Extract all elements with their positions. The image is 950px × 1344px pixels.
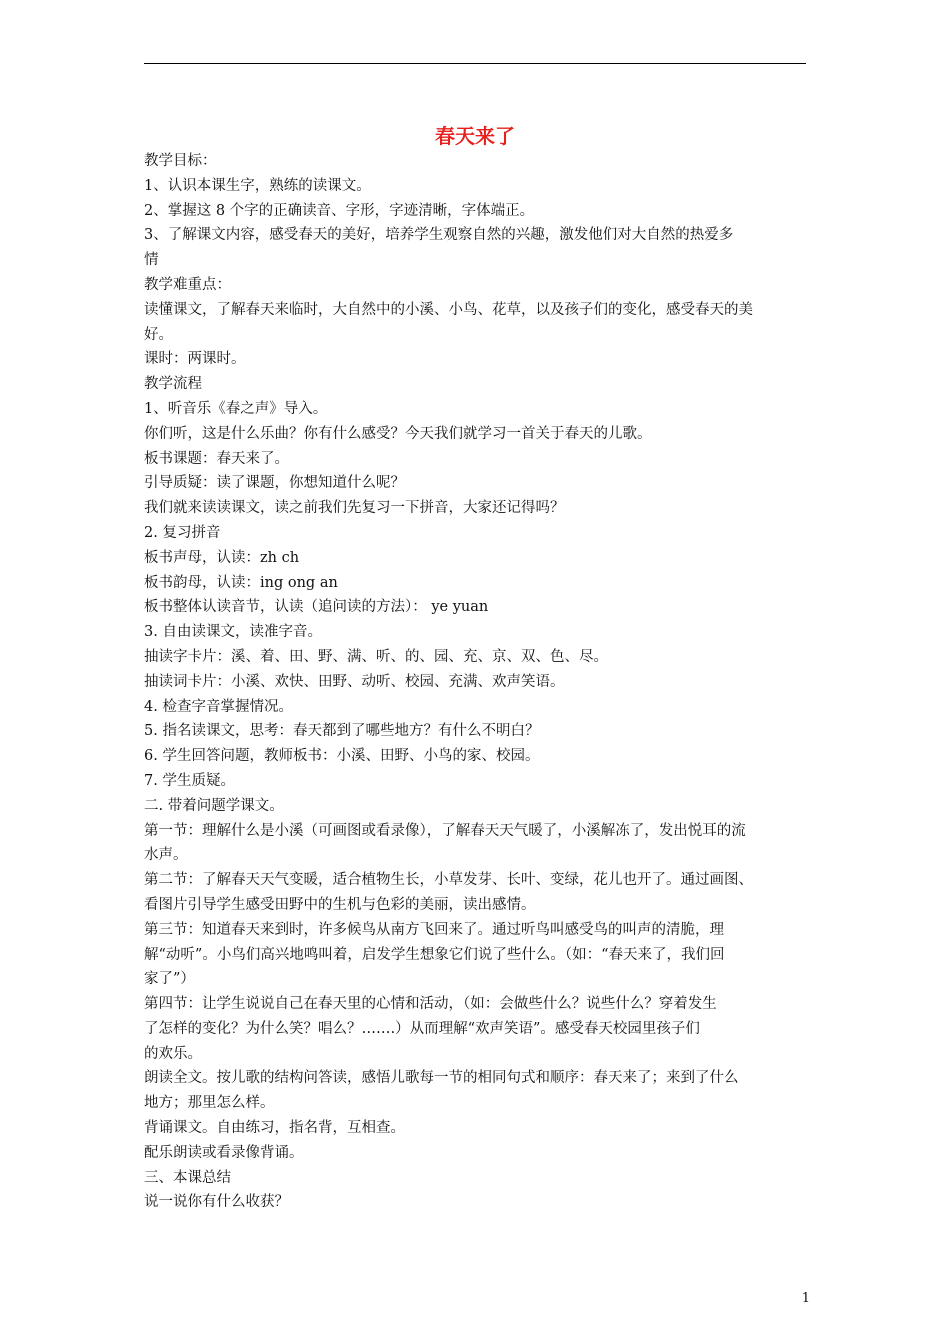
body-line: 的欢乐。: [144, 1045, 202, 1062]
body-line: 2. 复习拼音: [144, 524, 221, 541]
body-line: 3. 自由读课文，读准字音。: [144, 624, 322, 641]
body-line: 教学流程: [144, 376, 202, 393]
body-line: 读懂课文，了解春天来临时，大自然中的小溪、小鸟、花草，以及孩子们的变化，感受春天的美: [144, 301, 753, 318]
body-line: 家了”）: [144, 971, 195, 988]
body-line: 第三节：知道春天来到时，许多候鸟从南方飞回来了。通过听鸟叫感受鸟的叫声的清脆，理: [144, 921, 724, 938]
body-line: 板书整体认读音节，认读（追问读的方法）： ye yuan: [144, 599, 489, 616]
body-line: 二. 带着问题学课文。: [144, 797, 284, 814]
document-title: 春天来了: [435, 124, 515, 148]
body-line: 解“动听”。小鸟们高兴地鸣叫着，启发学生想象它们说了些什么。（如：“春天来了，我们回: [144, 946, 725, 963]
body-line: 抽读字卡片：溪、着、田、野、满、听、的、园、充、京、双、色、尽。: [144, 648, 608, 665]
body-line: 看图片引导学生感受田野中的生机与色彩的美丽，读出感情。: [144, 896, 536, 913]
document-body: [144, 149, 810, 1215]
body-line: 引导质疑：读了课题，你想知道什么呢？: [144, 475, 405, 492]
body-line: 你们听，这是什么乐曲？你有什么感受？今天我们就学习一首关于春天的儿歌。: [144, 425, 652, 442]
body-line: 第一节：理解什么是小溪（可画图或看录像），了解春天天气暖了，小溪解冻了，发出悦耳的流: [144, 822, 746, 839]
body-line: 板书课题：春天来了。: [144, 450, 289, 467]
body-line: 5. 指名读课文，思考：春天都到了哪些地方？有什么不明白？: [144, 723, 540, 740]
body-line: 了怎样的变化？为什么笑？唱么？…….）从而理解“欢声笑语”。感受春天校园里孩子们: [144, 1020, 700, 1037]
body-line: 朗读全文。按儿歌的结构问答读，感悟儿歌每一节的相同句式和顺序：春天来了；来到了什么: [144, 1070, 739, 1087]
body-line: 三、本课总结: [144, 1169, 231, 1186]
body-line: 4. 检查字音掌握情况。: [144, 698, 293, 715]
header-rule: [144, 63, 806, 64]
body-line: 板书声母，认读：zh ch: [144, 549, 300, 566]
body-line: 背诵课文。自由练习，指名背，互相查。: [144, 1120, 405, 1137]
body-line: 配乐朗读或看录像背诵。: [144, 1144, 304, 1161]
page-number: 1: [801, 1291, 810, 1306]
body-line: 2、掌握这 8 个字的正确读音、字形，字迹清晰，字体端正。: [144, 202, 535, 219]
body-line: 我们就来读读课文，读之前我们先复习一下拼音，大家还记得吗？: [144, 500, 565, 517]
body-line: 水声。: [144, 847, 188, 864]
body-line: 好。: [144, 326, 173, 343]
body-line: 1、听音乐《春之声》导入。: [144, 400, 328, 417]
body-line: 情: [144, 252, 159, 269]
body-line: 3、了解课文内容，感受春天的美好，培养学生观察自然的兴趣，激发他们对大自然的热爱多: [144, 227, 734, 244]
body-line: 6. 学生回答问题，教师板书：小溪、田野、小鸟的家、校园。: [144, 748, 540, 765]
body-line: 第二节：了解春天天气变暖，适合植物生长，小草发芽、长叶、变绿，花儿也开了。通过画图、: [144, 872, 753, 889]
body-line: 课时：两课时。: [144, 351, 246, 368]
body-line: 教学目标：: [144, 153, 217, 169]
body-line: 说一说你有什么收获？: [144, 1194, 289, 1211]
body-line: 第四节：让学生说说自己在春天里的心情和活动，（如：会做些什么？说些什么？穿着发生: [144, 996, 717, 1013]
body-line: 板书韵母，认读：ing ong an: [144, 574, 338, 591]
body-line: 1、认识本课生字，熟练的读课文。: [144, 177, 371, 194]
body-line: 地方；那里怎么样。: [144, 1095, 275, 1112]
body-line: 抽读词卡片：小溪、欢快、田野、动听、校园、充满、欢声笑语。: [144, 673, 565, 690]
body-line: 7. 学生质疑。: [144, 772, 235, 789]
body-line: 教学难重点：: [144, 276, 231, 293]
